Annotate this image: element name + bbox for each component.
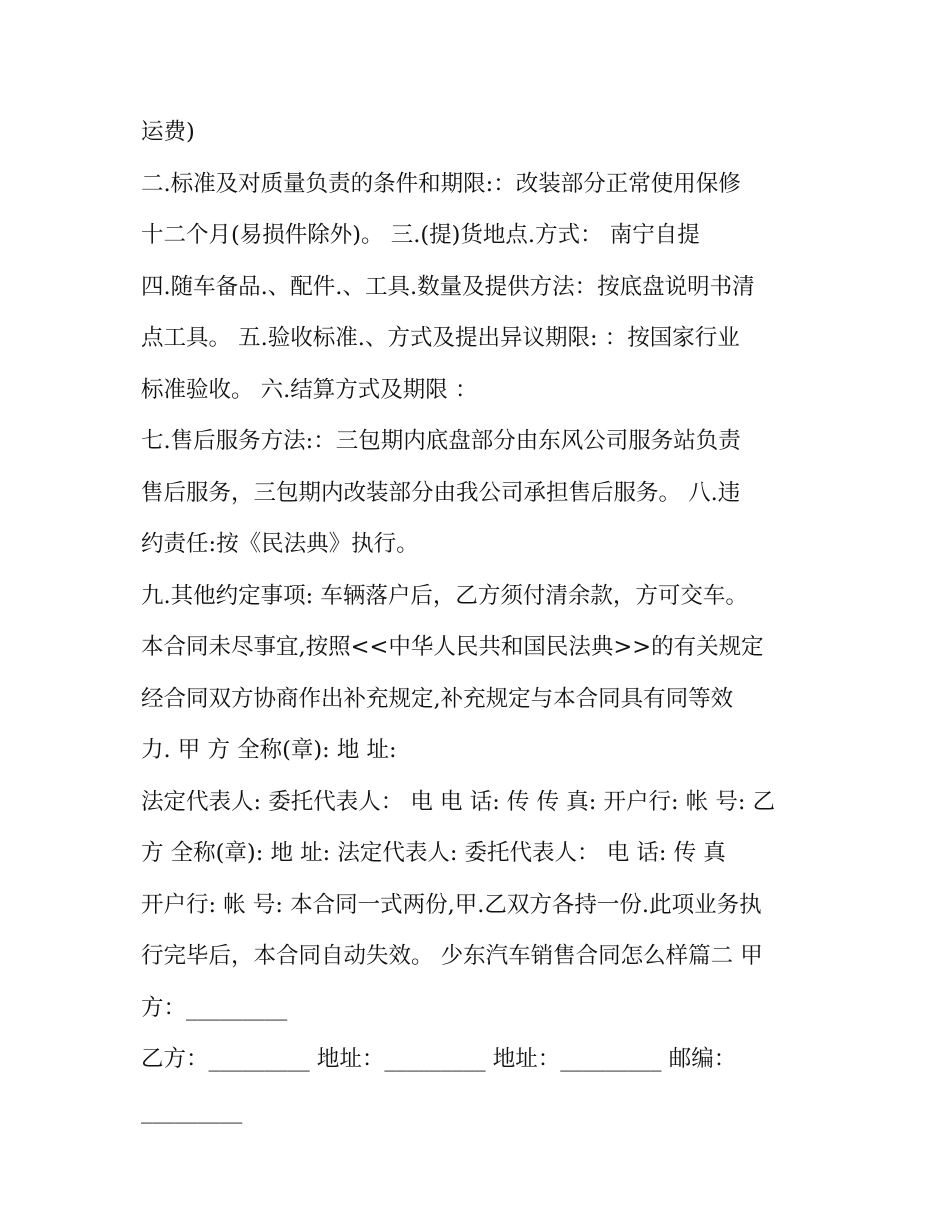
text-line: 行完毕后，本合同自动失效。 少东汽车销售合同怎么样篇二 甲 [141, 943, 763, 969]
text-line: 乙方：_________ 地址：_________ 地址：_________ 邮编： [141, 1046, 737, 1072]
document-body [141, 107, 821, 1137]
text-line: 开户行: 帐 号: 本合同一式两份,甲.乙双方各持一份.此项业务执 [141, 891, 762, 918]
text-line: 七.售后服务方法:：三包期内底盘部分由东风公司服务站负责 [141, 428, 741, 454]
text-line: 方 全称(章): 地 址: 法定代表人: 委托代表人： 电 话: 传 真 [141, 840, 726, 866]
text-line: 标准验收。 六.结算方式及期限 ： [141, 376, 478, 403]
text-line: 力. 甲 方 全称(章): 地 址: [141, 737, 397, 763]
text-line: 本合同未尽事宜,按照<<中华人民共和国民法典>>的有关规定 [141, 634, 764, 660]
text-line: 法定代表人: 委托代表人： 电 电 话: 传 传 真: 开户行: 帐 号: 乙 [141, 788, 776, 815]
text-line: 方：_________ [141, 994, 288, 1021]
text-line: 经合同双方协商作出补充规定,补充规定与本合同具有同等效 [141, 685, 734, 712]
text-line: _________ [141, 1097, 243, 1124]
text-line: 十二个月(易损件除外)。 三.(提)货地点.方式： 南宁自提 [141, 222, 700, 248]
text-line: 四.随车备品.、配件.、工具.数量及提供方法：按底盘说明书清 [141, 273, 755, 300]
text-line: 二.标准及对质量负责的条件和期限:：改装部分正常使用保修 [141, 170, 741, 197]
text-line: 约责任:按《民法典》执行。 [141, 531, 419, 557]
text-line: 运费) [141, 119, 195, 145]
text-line: 点工具。 五.验收标准.、方式及提出异议期限: ：按国家行业 [141, 325, 740, 351]
text-line: 九.其他约定事项: 车辆落户后，乙方须付清余款，方可交车。 [141, 582, 748, 609]
text-line: 售后服务，三包期内改装部分由我公司承担售后服务。 八.违 [141, 479, 741, 506]
